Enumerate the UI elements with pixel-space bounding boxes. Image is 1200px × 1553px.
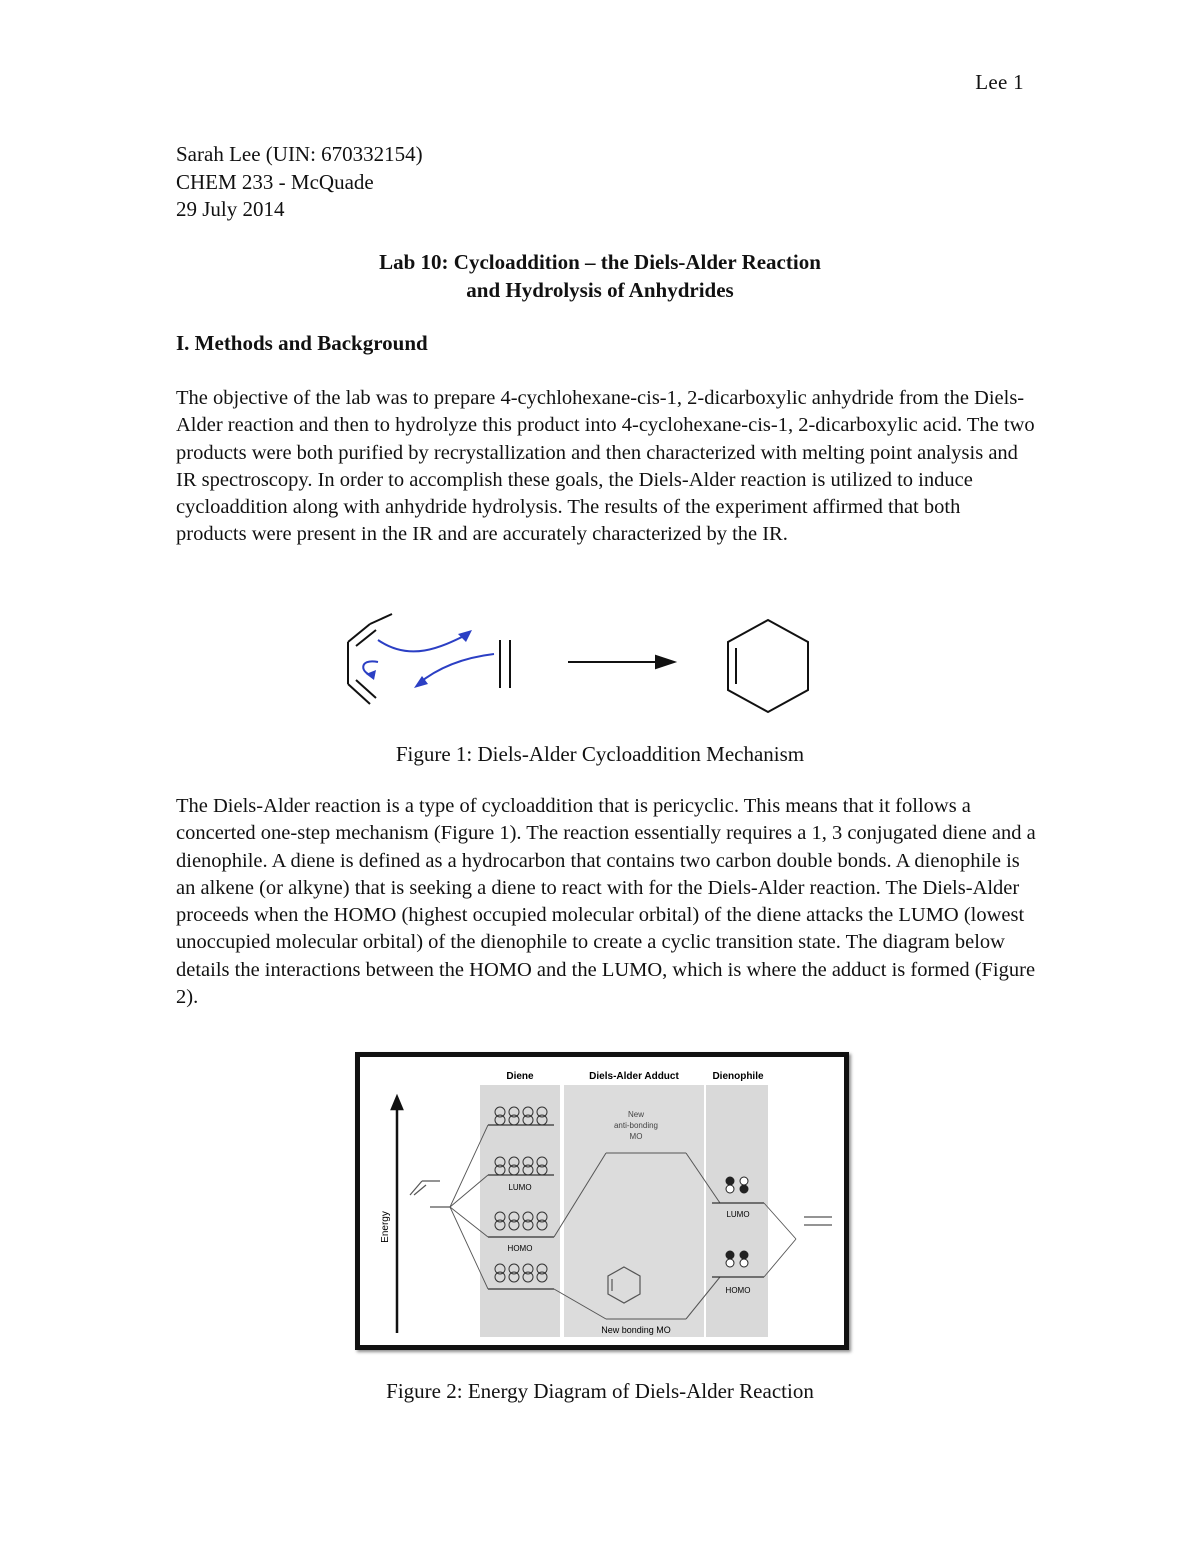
title-line-1: Lab 10: Cycloaddition – the Diels-Alder Reaction (379, 250, 821, 274)
antibonding-label-3: MO (629, 1132, 643, 1141)
energy-axis (392, 1097, 402, 1333)
figure-1-caption: Figure 1: Diels-Alder Cycloaddition Mechanism (395, 742, 805, 766)
diene-homo-label: HOMO (507, 1244, 533, 1253)
dienophile-homo-label: HOMO (725, 1286, 751, 1295)
antibonding-label-2: anti-bonding (613, 1121, 659, 1130)
energy-axis-label: Energy (380, 1211, 391, 1243)
document-title (0, 249, 1200, 304)
figure-2-frame (355, 1052, 849, 1350)
title-line-2: and Hydrolysis of Anhydrides (466, 277, 734, 302)
figure-2-caption: Figure 2: Energy Diagram of Diels-Alder Reaction (386, 1379, 814, 1403)
diene-lumo-label: LUMO (508, 1183, 532, 1192)
author-line: Sarah Lee (UIN: 670332154) (176, 142, 423, 166)
diene-structure (348, 614, 392, 704)
diene-column-label: Diene (506, 1071, 534, 1082)
figure-2-energy-diagram (360, 1057, 844, 1345)
course-line: CHEM 233 - McQuade (176, 169, 374, 194)
page-header: Lee 1 (975, 70, 1024, 94)
curved-arrows (363, 634, 494, 684)
dienophile-column-label: Dienophile (712, 1071, 764, 1082)
dienophile-structure (500, 640, 510, 688)
figure-1-mechanism (330, 612, 830, 722)
diene-panel (480, 1085, 560, 1337)
diene-reactant (410, 1181, 450, 1207)
author-block (176, 141, 423, 224)
new-bonding-label: New bonding MO (601, 1325, 671, 1335)
cyclohexene-product (728, 620, 808, 712)
paragraph-objective: The objective of the lab was to prepare 4-cychlohexane-cis-1, 2-dicarboxylic anhydride from the Diels-Alder reaction and then to hydrolyze this product into 4-cyclohexane-cis-1, 2-dicarboxylic acid. The two products were both purified by recrystallization and then characterized with melting point analysis and IR spectroscopy. In order to accomplish these goals, the Diels-Alder reaction is utilized to induce cycloaddition along with anhydride hydrolysis. The results of the experiment affirmed that both products were present in the IR and are accurately characterized by the IR. (176, 387, 1035, 546)
date-line: 29 July 2014 (176, 197, 285, 221)
reaction-arrow (568, 656, 674, 668)
ethylene-reactant (804, 1217, 832, 1225)
dienophile-connectors (764, 1203, 796, 1277)
dienophile-lumo-label: LUMO (726, 1210, 750, 1219)
paragraph-mechanism: The Diels-Alder reaction is a type of cycloaddition that is pericyclic. This means that it follows a concerted one-step mechanism (Figure 1). The reaction essentially requires a 1, 3 conjugated diene and a dienophile. A diene is defined as a hydrocarbon that contains two carbon double bonds. A dienophile is an alkene (or alkyne) that is seeking a diene to react with for the Diels-Alder reaction. The Diels-Alder proceeds when the HOMO (highest occupied molecular orbital) of the diene attacks the LUMO (lowest unoccupied molecular orbital) of the dienophile to create a cyclic transition state. The diagram below details the interactions between the HOMO and the LUMO, which is where the adduct is formed (Figure 2). (176, 795, 1036, 1009)
adduct-column-label: Diels-Alder Adduct (589, 1071, 679, 1082)
section-heading: I. Methods and Background (176, 331, 428, 355)
antibonding-label-1: New (627, 1110, 645, 1119)
